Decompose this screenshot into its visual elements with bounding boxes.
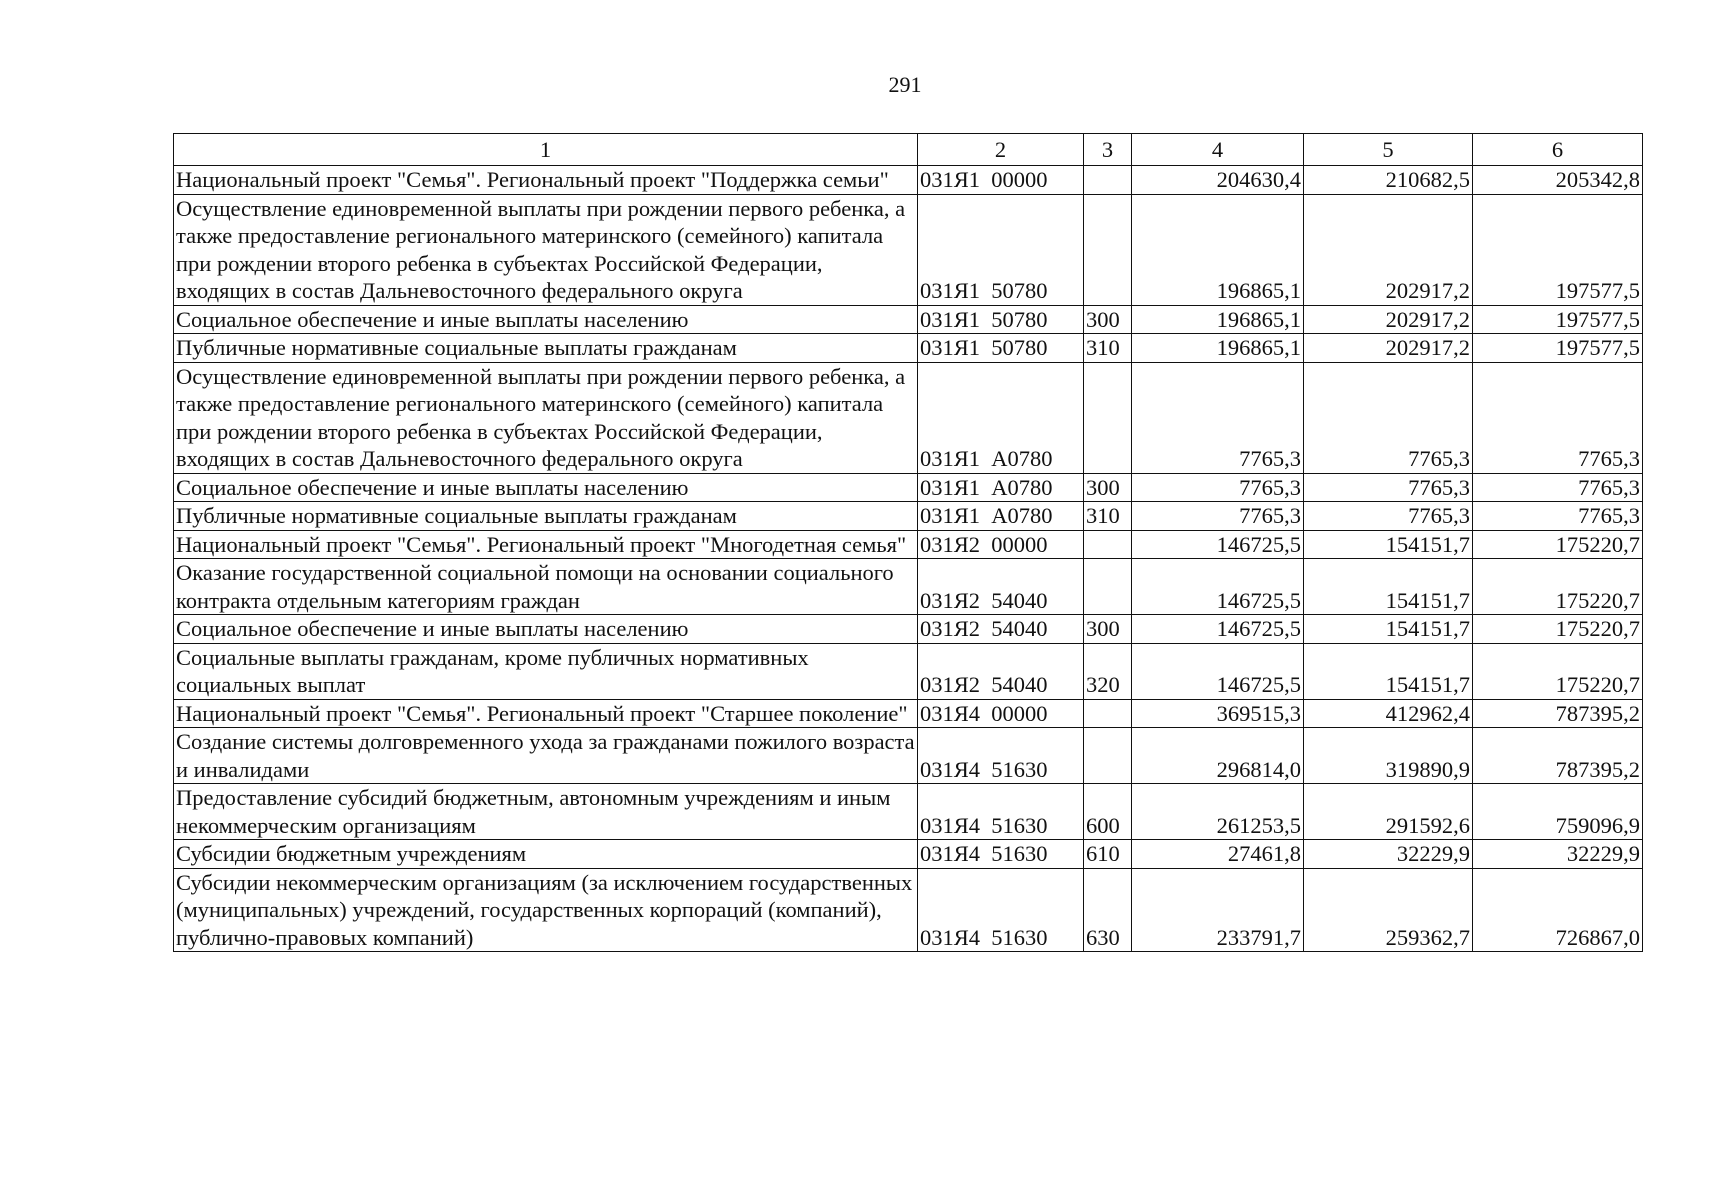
row-name: Публичные нормативные социальные выплаты гражданам [174, 502, 918, 531]
row-value-6: 7765,3 [1473, 473, 1643, 502]
row-value-6: 726867,0 [1473, 868, 1643, 952]
row-name: Предоставление субсидий бюджетным, автономным учреждениям и иным некоммерческим организациям [174, 784, 918, 840]
row-type [1084, 728, 1132, 784]
table-row [174, 166, 1643, 195]
row-value-4: 7765,3 [1132, 362, 1304, 473]
column-header: 1 [174, 134, 918, 166]
column-header: 5 [1304, 134, 1473, 166]
row-value-6: 32229,9 [1473, 840, 1643, 869]
row-type: 300 [1084, 305, 1132, 334]
table-row [174, 362, 1643, 473]
row-value-5: 202917,2 [1304, 305, 1473, 334]
row-type [1084, 362, 1132, 473]
table-row [174, 784, 1643, 840]
row-value-5: 154151,7 [1304, 643, 1473, 699]
row-value-4: 7765,3 [1132, 502, 1304, 531]
column-header: 3 [1084, 134, 1132, 166]
row-value-5: 210682,5 [1304, 166, 1473, 195]
page-number: 291 [888, 72, 922, 97]
row-name: Национальный проект "Семья". Региональный проект "Многодетная семья" [174, 530, 918, 559]
row-type: 310 [1084, 334, 1132, 363]
row-name: Субсидии некоммерческим организациям (за исключением государственных (муниципальных) учреждений, государственных корпораций (компаний), публично-правовых компаний) [174, 868, 918, 952]
row-value-6: 7765,3 [1473, 362, 1643, 473]
row-name: Национальный проект "Семья". Региональный проект "Старшее поколение" [174, 699, 918, 728]
row-value-5: 259362,7 [1304, 868, 1473, 952]
table-row [174, 643, 1643, 699]
row-name: Осуществление единовременной выплаты при рождении первого ребенка, а также предоставление регионального материнского (семейного) капитала при рождении второго ребенка в субъектах Российской Федерации, входящих в состав Дальневосточного федерального округа [174, 362, 918, 473]
row-type [1084, 194, 1132, 305]
table-body [174, 166, 1643, 952]
row-type: 300 [1084, 473, 1132, 502]
row-value-5: 412962,4 [1304, 699, 1473, 728]
row-value-4: 296814,0 [1132, 728, 1304, 784]
table-row [174, 473, 1643, 502]
row-code: 031Я4 51630 [918, 784, 1084, 840]
row-value-4: 196865,1 [1132, 334, 1304, 363]
row-value-5: 154151,7 [1304, 615, 1473, 644]
row-value-5: 291592,6 [1304, 784, 1473, 840]
row-value-4: 7765,3 [1132, 473, 1304, 502]
header-row [174, 134, 1643, 166]
row-value-4: 146725,5 [1132, 559, 1304, 615]
row-name: Социальное обеспечение и иные выплаты населению [174, 305, 918, 334]
row-name: Публичные нормативные социальные выплаты гражданам [174, 334, 918, 363]
row-code: 031Я4 51630 [918, 728, 1084, 784]
row-value-5: 7765,3 [1304, 473, 1473, 502]
row-code: 031Я2 54040 [918, 615, 1084, 644]
row-value-6: 787395,2 [1473, 699, 1643, 728]
table-row [174, 559, 1643, 615]
row-value-6: 197577,5 [1473, 334, 1643, 363]
row-code: 031Я4 00000 [918, 699, 1084, 728]
row-value-4: 196865,1 [1132, 194, 1304, 305]
budget-table [173, 133, 1643, 952]
row-code: 031Я1 А0780 [918, 362, 1084, 473]
row-type: 610 [1084, 840, 1132, 869]
row-value-6: 197577,5 [1473, 305, 1643, 334]
row-value-6: 175220,7 [1473, 559, 1643, 615]
row-code: 031Я4 51630 [918, 840, 1084, 869]
row-code: 031Я1 00000 [918, 166, 1084, 195]
row-type: 630 [1084, 868, 1132, 952]
row-value-5: 319890,9 [1304, 728, 1473, 784]
row-value-6: 175220,7 [1473, 643, 1643, 699]
row-value-4: 261253,5 [1132, 784, 1304, 840]
row-value-6: 759096,9 [1473, 784, 1643, 840]
row-type [1084, 559, 1132, 615]
row-type: 310 [1084, 502, 1132, 531]
table-row [174, 615, 1643, 644]
row-code: 031Я1 50780 [918, 334, 1084, 363]
table-row [174, 728, 1643, 784]
row-code: 031Я1 А0780 [918, 473, 1084, 502]
column-header: 6 [1473, 134, 1643, 166]
row-value-4: 146725,5 [1132, 530, 1304, 559]
row-code: 031Я1 50780 [918, 305, 1084, 334]
row-code: 031Я2 00000 [918, 530, 1084, 559]
row-name: Оказание государственной социальной помощи на основании социального контракта отдельным категориям граждан [174, 559, 918, 615]
row-code: 031Я2 54040 [918, 643, 1084, 699]
row-value-4: 233791,7 [1132, 868, 1304, 952]
row-value-5: 202917,2 [1304, 334, 1473, 363]
row-value-5: 154151,7 [1304, 530, 1473, 559]
table-row [174, 194, 1643, 305]
table-row [174, 502, 1643, 531]
table-row [174, 334, 1643, 363]
row-code: 031Я4 51630 [918, 868, 1084, 952]
row-type [1084, 166, 1132, 195]
row-name: Создание системы долговременного ухода за гражданами пожилого возраста и инвалидами [174, 728, 918, 784]
row-name: Социальное обеспечение и иные выплаты населению [174, 615, 918, 644]
row-name: Национальный проект "Семья". Региональный проект "Поддержка семьи" [174, 166, 918, 195]
row-value-4: 196865,1 [1132, 305, 1304, 334]
row-value-4: 369515,3 [1132, 699, 1304, 728]
row-value-4: 27461,8 [1132, 840, 1304, 869]
row-value-4: 146725,5 [1132, 615, 1304, 644]
row-code: 031Я2 54040 [918, 559, 1084, 615]
table-row [174, 305, 1643, 334]
row-code: 031Я1 50780 [918, 194, 1084, 305]
row-name: Осуществление единовременной выплаты при рождении первого ребенка, а также предоставление регионального материнского (семейного) капитала при рождении второго ребенка в субъектах Российской Федерации, входящих в состав Дальневосточного федерального округа [174, 194, 918, 305]
row-value-5: 202917,2 [1304, 194, 1473, 305]
column-header: 4 [1132, 134, 1304, 166]
column-header: 2 [918, 134, 1084, 166]
row-value-5: 154151,7 [1304, 559, 1473, 615]
row-code: 031Я1 А0780 [918, 502, 1084, 531]
row-value-6: 197577,5 [1473, 194, 1643, 305]
row-name: Социальные выплаты гражданам, кроме публичных нормативных социальных выплат [174, 643, 918, 699]
row-value-4: 146725,5 [1132, 643, 1304, 699]
row-value-6: 175220,7 [1473, 615, 1643, 644]
table-row [174, 840, 1643, 869]
table-row [174, 699, 1643, 728]
row-type: 320 [1084, 643, 1132, 699]
row-value-5: 32229,9 [1304, 840, 1473, 869]
row-value-6: 205342,8 [1473, 166, 1643, 195]
row-name: Социальное обеспечение и иные выплаты населению [174, 473, 918, 502]
row-value-6: 787395,2 [1473, 728, 1643, 784]
row-type: 600 [1084, 784, 1132, 840]
row-type [1084, 699, 1132, 728]
row-value-5: 7765,3 [1304, 502, 1473, 531]
row-value-6: 7765,3 [1473, 502, 1643, 531]
row-type: 300 [1084, 615, 1132, 644]
row-value-6: 175220,7 [1473, 530, 1643, 559]
row-name: Субсидии бюджетным учреждениям [174, 840, 918, 869]
row-value-5: 7765,3 [1304, 362, 1473, 473]
table-row [174, 868, 1643, 952]
table-header [174, 134, 1643, 166]
table-row [174, 530, 1643, 559]
row-value-4: 204630,4 [1132, 166, 1304, 195]
row-type [1084, 530, 1132, 559]
